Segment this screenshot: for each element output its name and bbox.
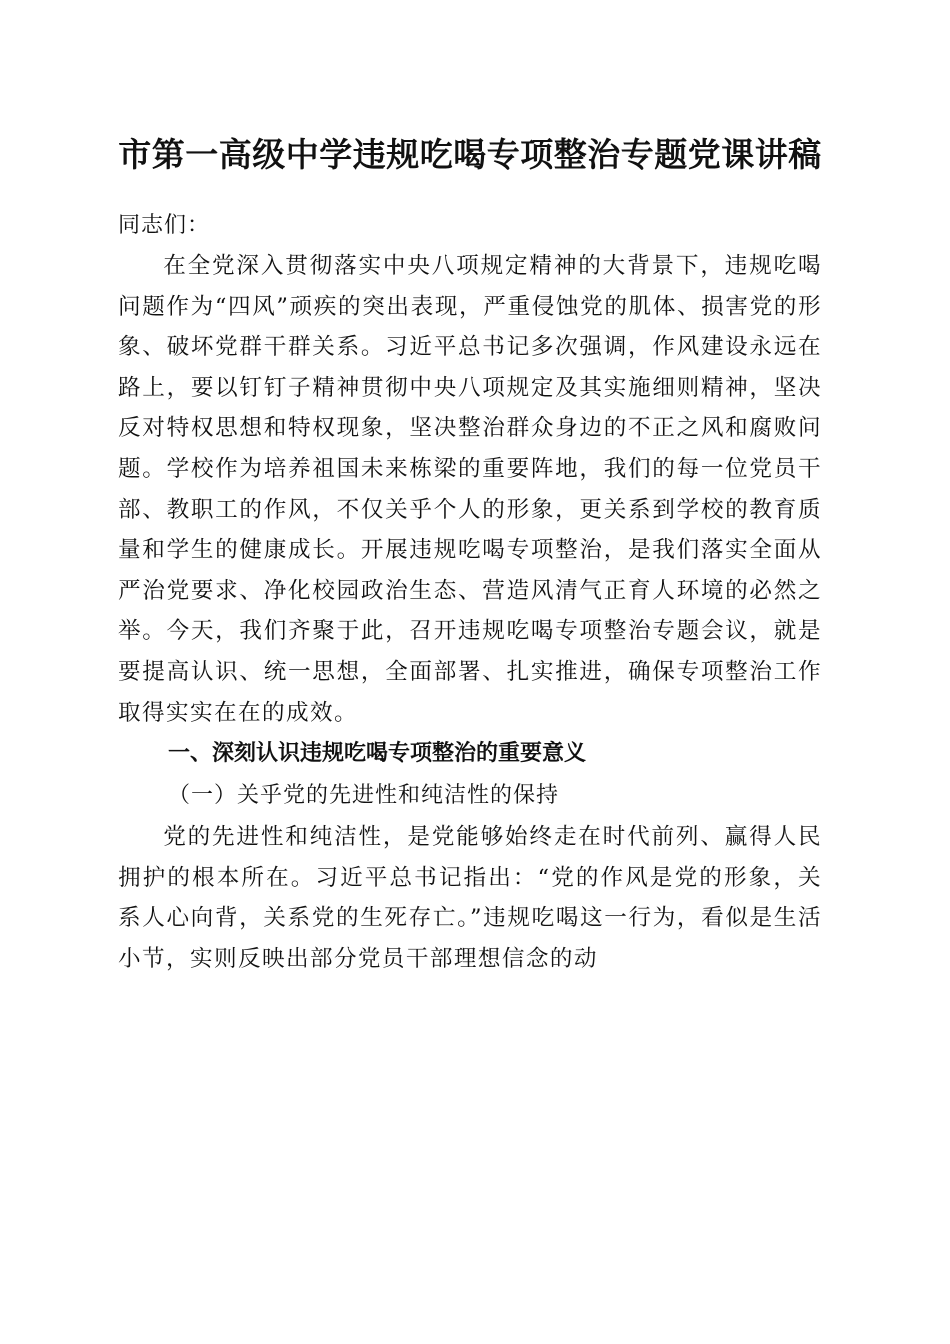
- document-title: 市第一高级中学违规吃喝专项整治专题党课讲稿: [118, 135, 822, 174]
- intro-paragraph: 在全党深入贯彻落实中央八项规定精神的大背景下，违规吃喝问题作为“四风”顽疾的突出表现，严重侵蚀党的肌体、损害党的形象、破坏党群干群关系。习近平总书记多次强调，作风建设永远在路上，要以钉钉子精神贯彻中央八项规定及其实施细则精神，坚决反对特权思想和特权现象，坚决整治群众身边的不正之风和腐败问题。学校作为培养祖国未来栋梁的重要阵地，我们的每一位党员干部、教职工的作风，不仅关乎个人的形象，更关系到学校的教育质量和学生的健康成长。开展违规吃喝专项整治，是我们落实全面从严治党要求、净化校园政治生态、营造风清气正育人环境的必然之举。今天，我们齐聚于此，召开违规吃喝专项整治专题会议，就是要提高认识、统一思想，全面部署、扎实推进，确保专项整治工作取得实实在在的成效。: [118, 253, 822, 726]
- document-page: [118, 132, 822, 980]
- subsection-paragraph-1: 党的先进性和纯洁性，是党能够始终走在时代前列、赢得人民拥护的根本所在。习近平总书记指出：“党的作风是党的形象，关系人心向背，关系党的生死存亡。”违规吃喝这一行为，看似是生活小节，实则反映出部分党员干部理想信念的动: [118, 824, 822, 972]
- section-heading-1: 一、深刻认识违规吃喝专项整治的重要意义: [168, 741, 587, 767]
- salutation: 同志们：: [118, 213, 211, 238]
- subsection-heading-1: （一）关乎党的先进性和纯洁性的保持: [168, 783, 560, 809]
